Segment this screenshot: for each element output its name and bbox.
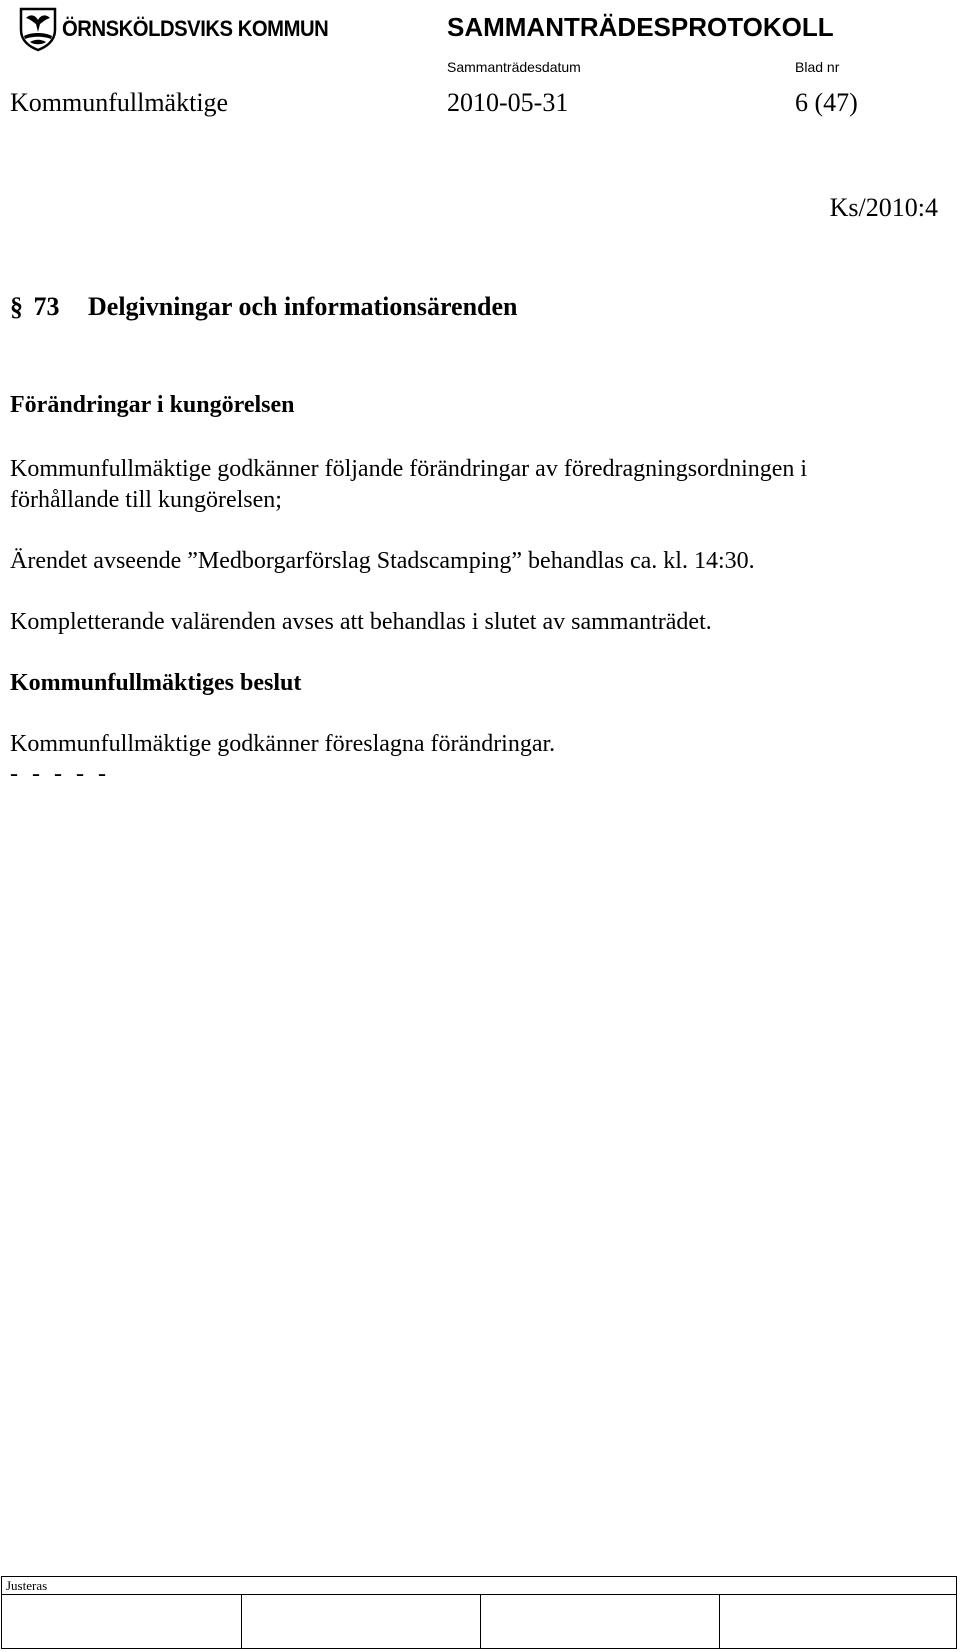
case-reference: Ks/2010:4 [829,193,938,222]
subheading-changes: Förändringar i kungörelsen [10,392,295,418]
divider [241,1594,242,1648]
coat-of-arms-icon [18,6,58,52]
section-symbol: § [10,292,23,321]
subheading-decision: Kommunfullmäktiges beslut [10,670,302,696]
page-number: 6 (47) [795,88,858,117]
paragraph: Ärendet avseende ”Medborgarförslag Stadscamping” behandlas ca. kl. 14:30. [10,548,755,574]
justeras-label: Justeras [6,1578,48,1593]
section-title: Delgivningar och informationsärenden [88,292,518,321]
divider [480,1594,481,1648]
meeting-date: 2010-05-31 [447,88,569,117]
section-heading [10,292,518,322]
divider [719,1594,720,1648]
paragraph-line: Kommunfullmäktige godkänner följande förändringar av föredragningsordningen i [10,456,808,482]
meeting-date-label: Sammanträdesdatum [447,59,581,75]
end-marker: - - - - - [10,761,110,787]
decision-text: Kommunfullmäktige godkänner föreslagna förändringar. [10,731,556,757]
document-type-title: SAMMANTRÄDESPROTOKOLL [447,12,834,42]
page-number-label: Blad nr [795,59,840,75]
justeras-signature-box [1,1576,957,1649]
paragraph-line: förhållande till kungörelsen; [10,487,282,513]
divider [2,1594,956,1595]
municipality-logo [18,6,351,52]
section-number: 73 [33,292,60,321]
municipality-name: ÖRNSKÖLDSVIKS KOMMUN [62,16,329,41]
governing-body: Kommunfullmäktige [10,88,229,117]
paragraph: Kompletterande valärenden avses att behandlas i slutet av sammanträdet. [10,609,712,635]
